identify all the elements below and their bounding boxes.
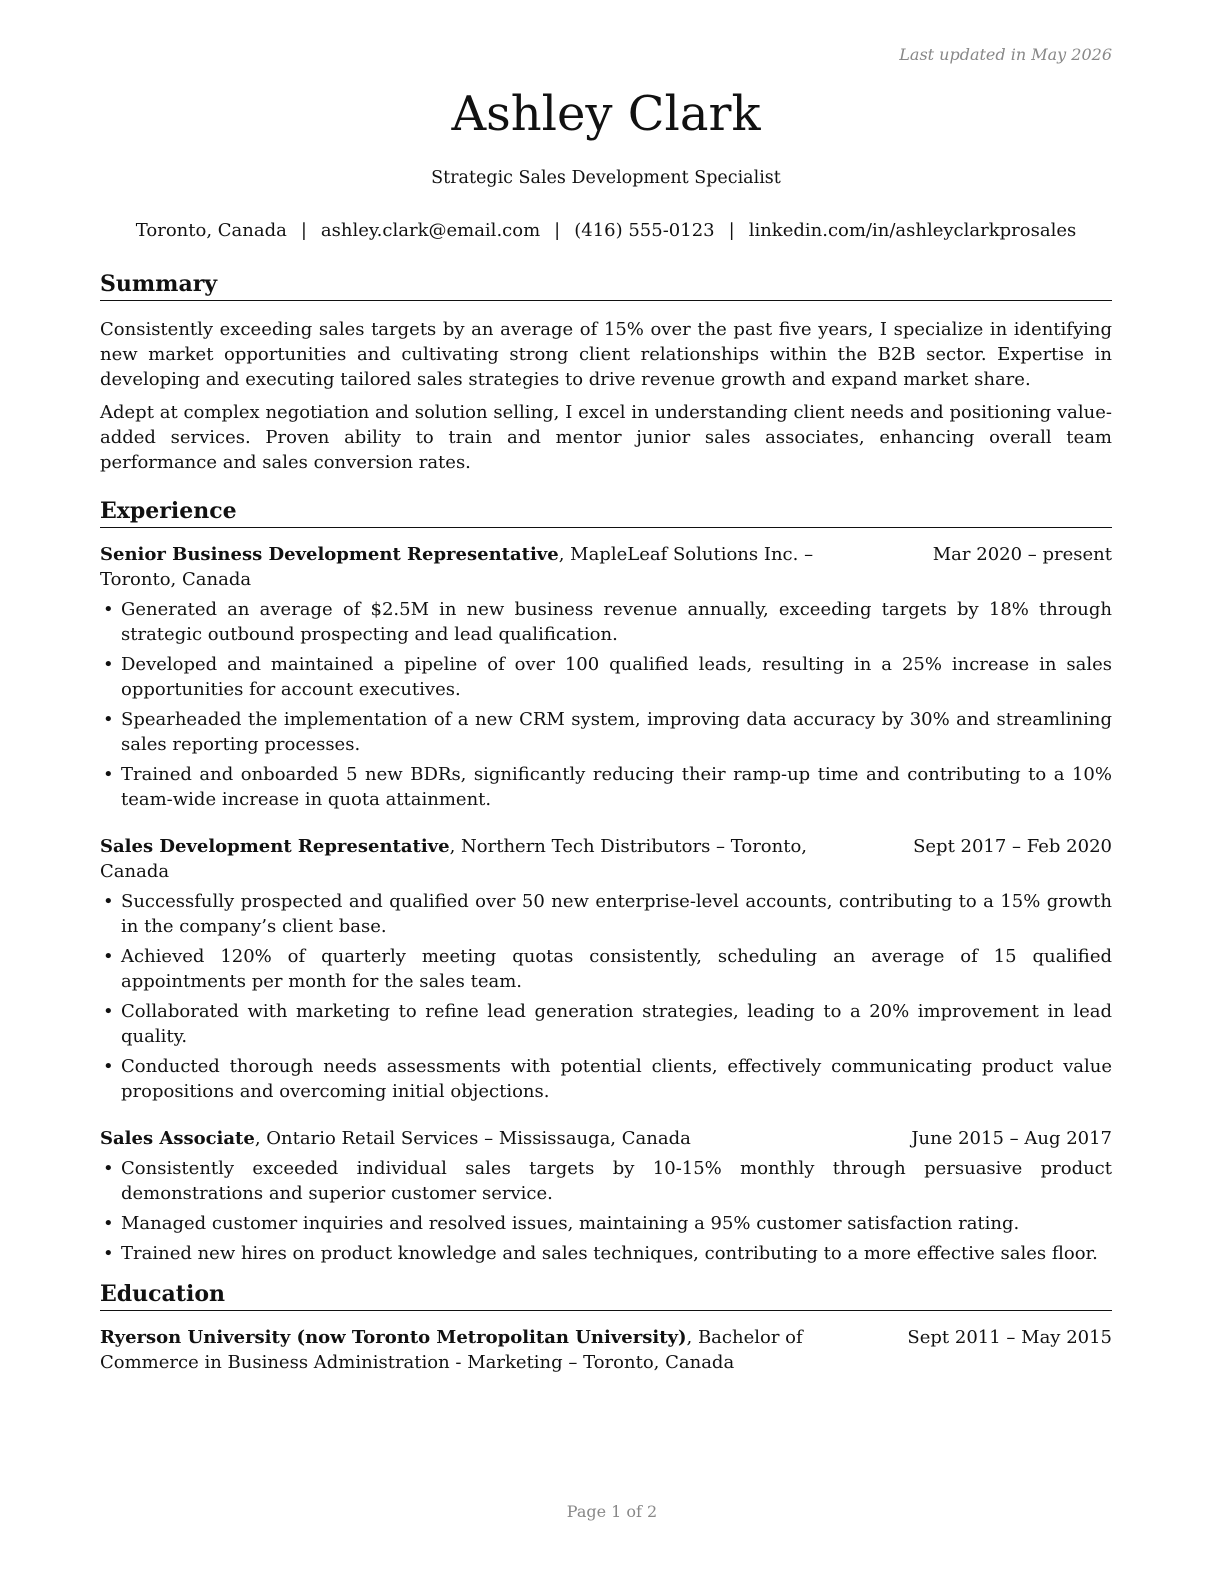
experience-bullet	[100, 889, 1112, 939]
experience-company: , Ontario Retail Services – Mississauga, Canada	[254, 1128, 691, 1149]
education-entry-header	[100, 1325, 1112, 1375]
summary-body	[100, 317, 1112, 475]
experience-role: Senior Business Development Representative	[100, 544, 559, 565]
experience-bullet	[100, 999, 1112, 1049]
bullet-text: Managed customer inquiries and resolved issues, maintaining a 95% customer satisfaction rating.	[121, 1213, 1020, 1234]
experience-entry	[100, 1126, 1112, 1266]
bullet-text: Generated an average of $2.5M in new business revenue annually, exceeding targets by 18% through strategic outbound prospecting and lead qualification.	[121, 599, 1112, 645]
bullet-icon: •	[103, 599, 114, 620]
experience-entry	[100, 542, 1112, 812]
bullet-text: Spearheaded the implementation of a new CRM system, improving data accuracy by 30% and streamlining sales reporting processes.	[121, 709, 1112, 755]
bullet-text: Trained and onboarded 5 new BDRs, significantly reducing their ramp-up time and contributing to a 10% team-wide increase in quota attainment.	[121, 764, 1112, 810]
bullet-icon: •	[103, 891, 114, 912]
experience-bullets	[100, 1156, 1112, 1266]
experience-bullet	[100, 597, 1112, 647]
experience-bullet	[100, 1211, 1112, 1236]
experience-dates: Sept 2017 – Feb 2020	[913, 836, 1112, 857]
summary-paragraph: Consistently exceeding sales targets by an average of 15% over the past five years, I specialize in identifying new market opportunities and cultivating strong client relationships within the B2B sector. Expertise in developing and executing tailored sales strategies to drive revenue growth and expand market share.	[100, 319, 1112, 390]
candidate-tagline: Strategic Sales Development Specialist	[431, 168, 781, 188]
experience-bullet	[100, 1156, 1112, 1206]
contact-line	[100, 220, 1112, 241]
bullet-text: Successfully prospected and qualified over 50 new enterprise-level accounts, contributing to a 15% growth in the company’s client base.	[121, 891, 1112, 937]
contact-separator: |	[554, 220, 561, 241]
experience-bullets	[100, 597, 1112, 812]
experience-bullet	[100, 944, 1112, 994]
experience-dates: Mar 2020 – present	[932, 544, 1112, 565]
experience-entry-header	[100, 1126, 1112, 1151]
bullet-text: Collaborated with marketing to refine lead generation strategies, leading to a 20% improvement in lead quality.	[121, 1001, 1112, 1047]
education-school: Ryerson University (now Toronto Metropolitan University)	[100, 1327, 687, 1348]
contact-separator: |	[728, 220, 735, 241]
education-entry	[100, 1325, 1112, 1375]
contact-location: Toronto, Canada	[135, 220, 287, 241]
experience-role-line	[100, 542, 880, 592]
experience-role: Sales Development Representative	[100, 836, 450, 857]
experience-entry-header	[100, 834, 1112, 884]
bullet-text: Achieved 120% of quarterly meeting quotas consistently, scheduling an average of 15 qualified appointments per month for the sales team.	[121, 946, 1112, 992]
bullet-icon: •	[103, 1056, 114, 1077]
bullet-icon: •	[103, 764, 114, 785]
contact-separator: |	[300, 220, 307, 241]
bullet-icon: •	[103, 1213, 114, 1234]
bullet-icon: •	[103, 709, 114, 730]
bullet-text: Trained new hires on product knowledge and sales techniques, contributing to a more effective sales floor.	[121, 1243, 1098, 1264]
experience-bullet	[100, 1054, 1112, 1104]
experience-bullets	[100, 889, 1112, 1104]
bullet-text: Consistently exceeded individual sales targets by 10-15% monthly through persuasive product demonstrations and superior customer service.	[121, 1158, 1112, 1204]
experience-bullet	[100, 707, 1112, 757]
bullet-icon: •	[103, 946, 114, 967]
bullet-icon: •	[103, 1243, 114, 1264]
experience-bullet	[100, 652, 1112, 702]
summary-heading: Summary	[100, 270, 1112, 301]
contact-linkedin[interactable]: linkedin.com/in/ashleyclarkprosales	[748, 220, 1077, 241]
experience-bullet	[100, 1241, 1112, 1266]
experience-company: , Northern Tech Distributors – Toronto, Canada	[100, 836, 808, 882]
experience-heading: Experience	[100, 497, 1112, 528]
education-degree: , Bachelor of Commerce in Business Administration - Marketing – Toronto, Canada	[100, 1327, 803, 1373]
experience-entry-header	[100, 542, 1112, 592]
experience-role-line	[100, 1126, 691, 1151]
experience-role-line	[100, 834, 873, 884]
education-dates: Sept 2011 – May 2015	[907, 1327, 1112, 1348]
experience-dates: June 2015 – Aug 2017	[911, 1128, 1112, 1149]
bullet-text: Conducted thorough needs assessments with potential clients, effectively communicating product value propositions and overcoming initial objections.	[121, 1056, 1112, 1102]
resume-content	[100, 270, 1112, 1375]
candidate-name: Ashley Clark	[451, 86, 761, 142]
bullet-icon: •	[103, 654, 114, 675]
contact-phone[interactable]: (416) 555-0123	[574, 220, 715, 241]
education-line	[100, 1325, 867, 1375]
page-number: Page 1 of 2	[566, 1502, 658, 1521]
education-heading: Education	[100, 1280, 1112, 1311]
experience-role: Sales Associate	[100, 1128, 255, 1149]
experience-bullet	[100, 762, 1112, 812]
experience-entry	[100, 834, 1112, 1104]
last-updated-note: Last updated in May 2026	[899, 45, 1112, 64]
bullet-text: Developed and maintained a pipeline of over 100 qualified leads, resulting in a 25% increase in sales opportunities for account executives.	[121, 654, 1112, 700]
bullet-icon: •	[103, 1001, 114, 1022]
contact-email[interactable]: ashley.clark@email.com	[320, 220, 541, 241]
bullet-icon: •	[103, 1158, 114, 1179]
experience-company: , MapleLeaf Solutions Inc. – Toronto, Canada	[100, 544, 814, 590]
summary-paragraph: Adept at complex negotiation and solution selling, I excel in understanding client needs and positioning value-added services. Proven ability to train and mentor junior sales associates, enhancing overall team performance and sales conversion rates.	[100, 402, 1112, 473]
